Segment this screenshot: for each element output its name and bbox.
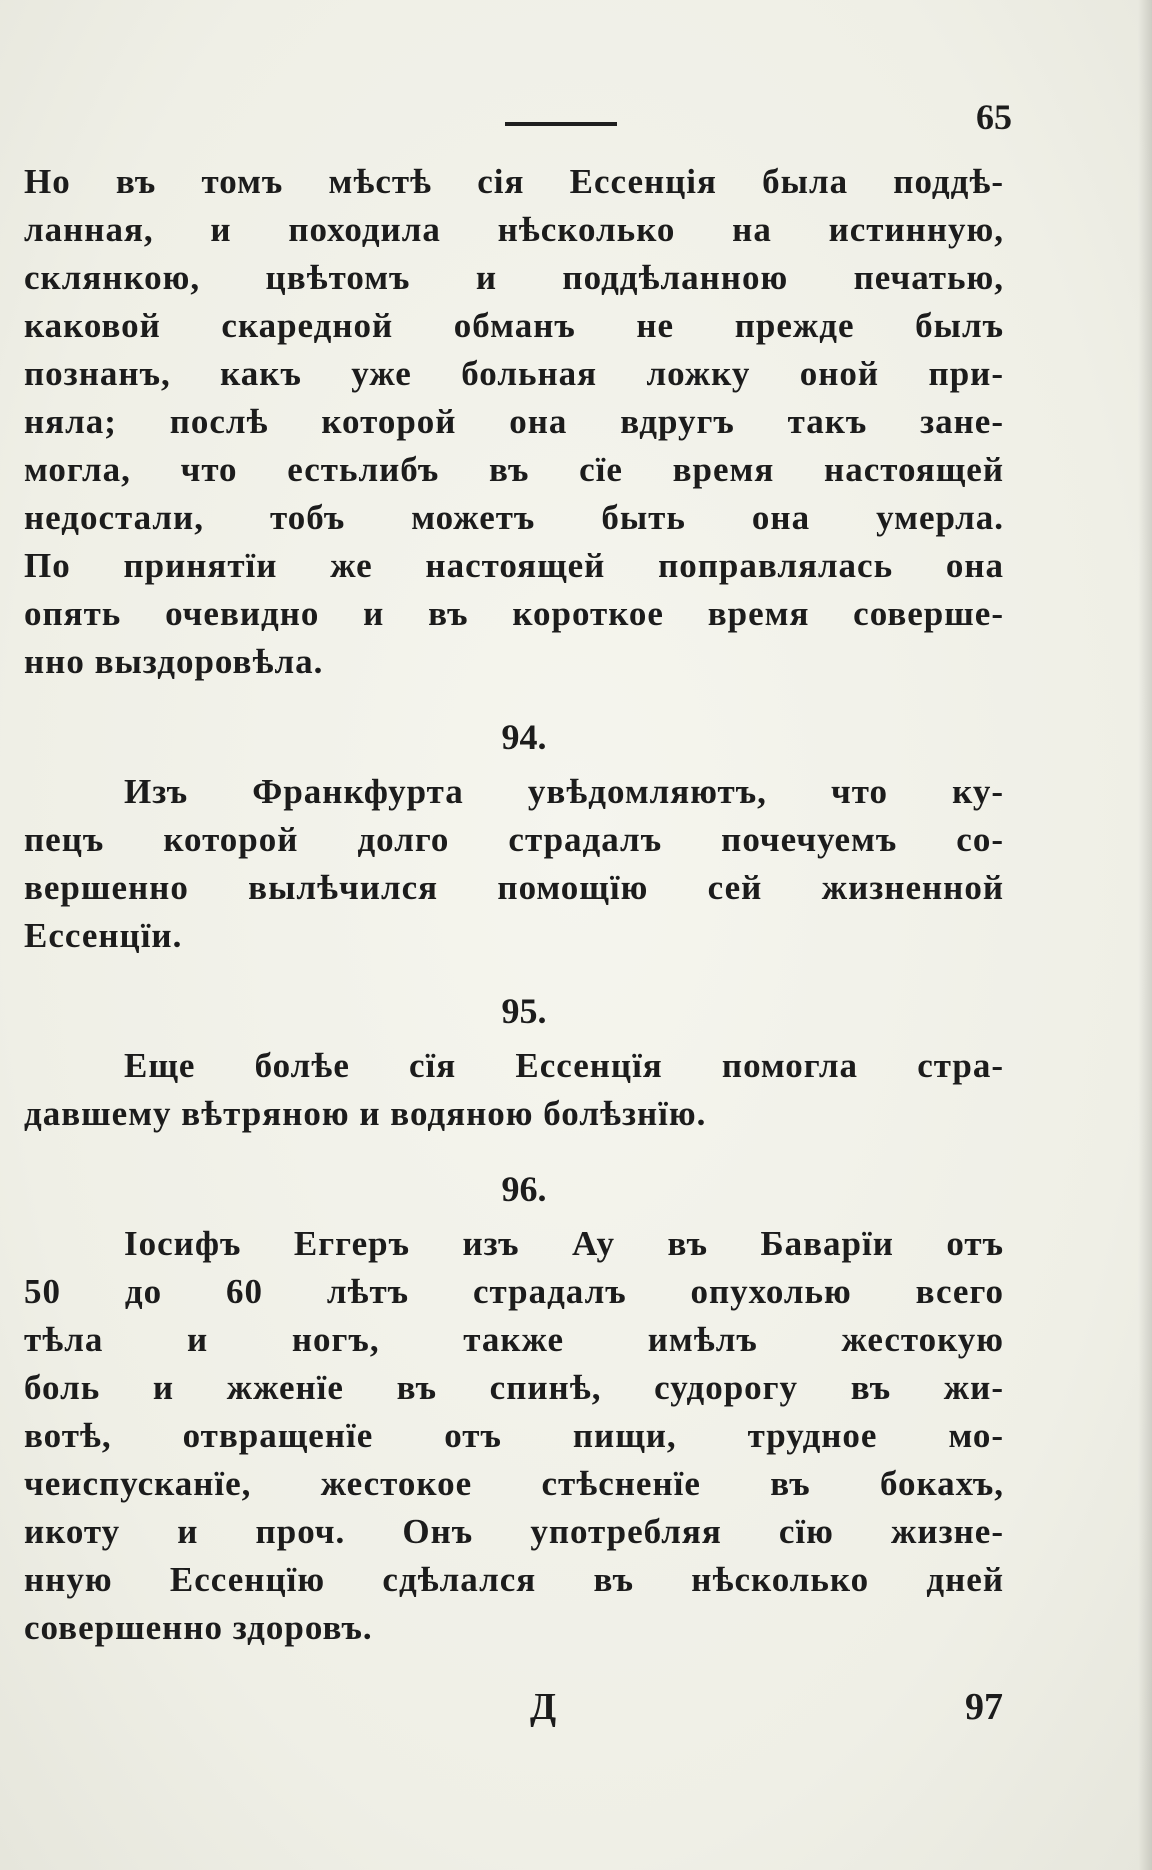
text-line: недостали, тобъ можетъ быть она умерла. [24, 498, 1004, 537]
header-rule [505, 122, 617, 126]
text-line: Iосифъ Еггеръ изъ Ау въ Баварïи отъ [124, 1224, 1004, 1263]
page-number: 65 [976, 97, 1012, 137]
text-line: тѣла и ногъ, также имѣлъ жестокую [24, 1320, 1004, 1359]
section-94-paragraph [24, 768, 1004, 960]
text-line: Но въ томъ мѣстѣ сія Ессенція была поддѣ- [24, 162, 1004, 201]
text-line: боль и жженïе въ спинѣ, судорогу въ жи- [24, 1368, 1004, 1407]
text-line: ланная, и походила нѣсколько на истинную, [24, 210, 1004, 249]
text-line: совершенно здоровъ. [24, 1608, 373, 1647]
text-line: каковой скаредной обманъ не прежде былъ [24, 306, 1004, 345]
text-line: вершенно вылѣчился помощïю сей жизненной [24, 868, 1004, 907]
page-footer [0, 1685, 1152, 1735]
text-line: нную Ессенцïю сдѣлался въ нѣсколько дней [24, 1560, 1004, 1599]
text-line: По принятïи же настоящей поправлялась она [24, 546, 1004, 585]
text-line: икоту и проч. Онъ употребляя сïю жизне- [24, 1512, 1004, 1551]
section-number-96: 96. [501, 1169, 547, 1209]
page-header [0, 96, 1152, 136]
signature-mark: Д [530, 1686, 557, 1728]
text-line: нно выздоровѣла. [24, 642, 324, 681]
catchword: 97 [965, 1686, 1003, 1728]
paragraph-continued [24, 158, 1004, 686]
page-body [24, 158, 1004, 1652]
text-line: Ессенцïи. [24, 916, 183, 955]
text-line: Изъ Франкфурта увѣдомляютъ, что ку- [124, 772, 1004, 811]
section-95-paragraph [24, 1042, 1004, 1138]
section-number-94: 94. [501, 717, 547, 757]
section-96-paragraph [24, 1220, 1004, 1652]
page-edge-shadow [1138, 0, 1152, 1870]
text-line: няла; послѣ которой она вдругъ такъ зане- [24, 402, 1004, 441]
text-line: 50 до 60 лѣтъ страдалъ опухолью всего [24, 1272, 1004, 1311]
text-line: Еще болѣе сïя Ессенцïя помогла стра- [124, 1046, 1004, 1085]
text-line: вотѣ, отвращенïе отъ пищи, трудное мо- [24, 1416, 1004, 1455]
text-line: могла, что естьлибъ въ сïе время настоящей [24, 450, 1004, 489]
section-number-95: 95. [501, 991, 547, 1031]
text-line: пецъ которой долго страдалъ почечуемъ со- [24, 820, 1004, 859]
text-line: опять очевидно и въ короткое время соверше- [24, 594, 1004, 633]
text-line: давшему вѣтряною и водяною болѣзнïю. [24, 1094, 707, 1133]
text-line: чеиспусканïе, жестокое стѣсненïе въ бокахъ, [24, 1464, 1004, 1503]
text-line: склянкою, цвѣтомъ и поддѣланною печатью, [24, 258, 1004, 297]
text-line: познанъ, какъ уже больная ложку оной при- [24, 354, 1004, 393]
